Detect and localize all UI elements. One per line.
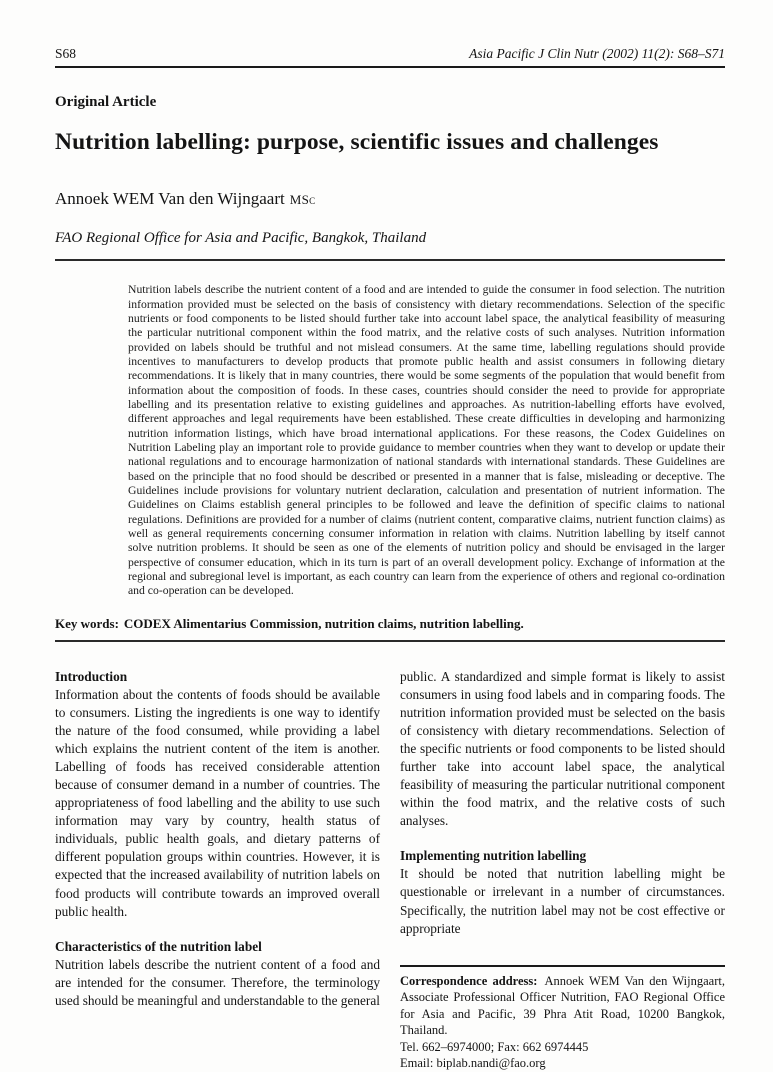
- introduction-paragraph: Information about the contents of foods should be available to consumers. Listing the ingredients is one way to identify the nature of the food consumed, while providing a label which explains the nutrient content of the item is another. Labelling of foods has received considerable attention because of consumer demand in a number of countries. The appropriateness of food labelling and the ability to use such information may vary by country, health status of individuals, public health goals, and dietary patterns of different population groups within countries. However, it is expected that the increased availability of nutrition labels on food products will contribute towards an improved overall public health.: [55, 686, 380, 919]
- correspondence-label: Correspondence address:: [400, 973, 538, 988]
- correspondence-address: [400, 973, 725, 1039]
- page-number: S68: [55, 46, 77, 61]
- author-name: Annoek WEM Van den Wijngaart: [55, 189, 285, 209]
- keywords-text: CODEX Alimentarius Commission, nutrition claims, nutrition labelling.: [123, 615, 524, 631]
- correspondence-address-text: Annoek WEM Van den Wijngaart, Associate Professional Officer Nutrition, FAO Regional Office for Asia and Pacific, 39 Phra Atit Road, 10200 Bangkok, Thailand.: [400, 973, 725, 1038]
- left-column: [55, 668, 380, 1072]
- author-affiliation: FAO Regional Office for Asia and Pacific, Bangkok, Thailand: [55, 230, 725, 261]
- section-heading-introduction: Introduction: [55, 668, 128, 684]
- journal-reference: Asia Pacific J Clin Nutr (2002) 11(2): S68–S71: [469, 46, 725, 61]
- author-degree: MSc: [289, 192, 316, 208]
- section-heading-characteristics: Characteristics of the nutrition label: [55, 938, 262, 954]
- article-title: Nutrition labelling: purpose, scientific issues and challenges: [55, 129, 659, 155]
- correspondence-block: [400, 965, 725, 1072]
- abstract-text: Nutrition labels describe the nutrient content of a food and are intended to guide the consumer in food selection. The nutrition information provided must be selected on the basis of consistency with dietary recommendations. Selection of the specific nutrients or food components to be listed should further take into account label space, the analytical feasibility of measuring the particular nutritional component within the food matrix, and the relative costs of such analyses. Nutrition information provided on labels should be truthful and not mislead consumers. At the same time, labelling regulations should provide incentives to manufacturers to develop products that promote public health and assist consumers in following dietary recommendations. It is likely that in many countries, there would be some segments of the population that would benefit from information about the composition of foods. In these cases, countries should consider the need to provide for appropriate labelling and its presentation relative to existing guidelines and approaches. As nutrition-labelling efforts have evolved, different approaches and legal requirements have been established. These create difficulties in developing and harmonizing nutrition information listings, which have broad international applications. For these reasons, the Codex Guidelines on Nutrition Labeling play an important role to provide guidance to member countries when they want to develop or update their national regulations and to encourage harmonization of national standards with international standards. These Guidelines are based on the principle that no food should be described or presented in a manner that is false, misleading or deceptive. The Guidelines include provisions for voluntary nutrient declaration, calculation and presentation of nutrient information. The Guidelines on Claims establish general principles to be followed and leave the definition of specific claims to national regulations. Definitions are provided for a number of claims (nutrient content, comparative claims, nutrient function claims) as well as general requirements concerning consumer information in relation with claims. Nutrition labelling by itself cannot solve nutrition problems. It should be seen as one of the elements of nutrition policy and should be envisaged in the larger perspective of consumer education, which in its turn is part of an overall development policy. Exchange of information at the regional and subregional level is important, as each country can learn from the experience of others and regional co-ordination and co-operation can be developed.: [128, 283, 725, 598]
- characteristics-paragraph: Nutrition labels describe the nutrient content of a food and are intended for the consumer. Therefore, the terminology used should be meaningful and understandable to the general: [55, 956, 380, 1008]
- implementing-paragraph: It should be noted that nutrition labelling might be questionable or irrelevant in a number of circumstances. Specifically, the nutrition label may not be cost effective or appropriate: [400, 866, 725, 936]
- correspondence-email: Email: biplab.nandi@fao.org: [400, 1056, 546, 1071]
- keywords-label: Key words:: [55, 615, 119, 631]
- continued-paragraph: public. A standardized and simple format is likely to assist consumers in using food labels and in comparing foods. The nutrition information provided must be selected on the basis of consistency with dietary recommendations. Selection of the specific nutrients or food components to be listed should further take into account label space, the analytical feasibility of measuring the particular nutritional component within the food matrix, and the relative costs of such analyses.: [400, 668, 725, 829]
- correspondence-telfax: Tel. 662–6974000; Fax: 662 6974445: [400, 1039, 589, 1054]
- keywords-line: [55, 616, 725, 642]
- article-type-label: Original Article: [55, 94, 157, 110]
- running-head: [55, 46, 725, 68]
- author-line: [55, 189, 725, 209]
- section-heading-implementing: Implementing nutrition labelling: [400, 848, 587, 864]
- right-column: [400, 668, 725, 1072]
- article-body: [55, 668, 725, 1072]
